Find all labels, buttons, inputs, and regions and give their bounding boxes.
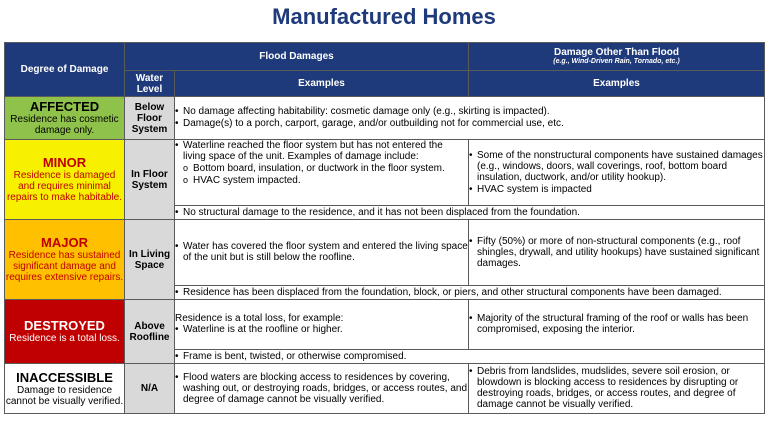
other-examples-destroyed — [469, 300, 765, 350]
list-item: • Flood waters are blocking access to residences by covering, washing out, or destroying roads, bridges, or access routes, and degree of damage cannot be visually verified. — [175, 372, 468, 405]
footer-destroyed — [175, 350, 765, 364]
header-other — [469, 43, 765, 71]
water-level-inaccessible: N/A — [125, 364, 175, 414]
footer-text: • Frame is bent, twisted, or otherwise compromised. — [175, 351, 764, 362]
degree-desc: Damage to residence cannot be visually verified. — [5, 384, 124, 407]
degree-desc: Residence is damaged and requires minimal repairs to make habitable. — [6, 170, 123, 203]
degree-affected — [5, 97, 125, 140]
degree-desc: Residence is a total loss. — [9, 333, 120, 344]
list-item: • Fifty (50%) or more of non-structural components (e.g., roof shingles, drywall, and utility hookups) have sustained significant damages. — [469, 236, 764, 269]
header-other-note: (e.g., Wind-Driven Rain, Tornado, etc.) — [553, 58, 680, 65]
list-item: • Debris from landslides, mudslides, severe soil erosion, or blowdown is blocking access to residences by disrupting or destroying roads, bridges, or access routes, and degree of damage cannot be visually verified. — [469, 366, 764, 410]
list-subitem: o Bottom board, insulation, or ductwork in the floor system. — [175, 163, 468, 174]
footer-text: • No structural damage to the residence, and it has not been displaced from the foundation. — [175, 207, 764, 218]
list-item: • Damage(s) to a porch, carport, garage, and/or outbuilding not for commercial use, etc. — [175, 118, 764, 129]
header-other-title: Damage Other Than Flood — [553, 47, 679, 58]
water-level-destroyed: Above Roofline — [125, 300, 175, 364]
page-title: Manufactured Homes — [272, 4, 496, 29]
list-item: • Some of the nonstructural components have sustained damages (e.g., windows, doors, wall coverings, roof, bottom board insulation, ductwork, and/or utility hookup). — [469, 150, 764, 183]
flood-examples-inaccessible — [175, 364, 469, 414]
footer-major — [175, 286, 765, 300]
other-examples-major — [469, 220, 765, 286]
list-subitem: o HVAC system impacted. — [175, 175, 468, 186]
water-level-affected: Below Floor System — [125, 97, 175, 140]
degree-minor — [5, 140, 125, 220]
list-item: • HVAC system is impacted — [469, 184, 764, 195]
degree-title: DESTROYED — [24, 318, 105, 333]
damage-table — [4, 42, 765, 414]
degree-inaccessible — [5, 364, 125, 414]
flood-examples-destroyed — [175, 300, 469, 350]
list-item: • Majority of the structural framing of the roof or walls has been compromised, exposing the interior. — [469, 313, 764, 335]
degree-title: INACCESSIBLE — [16, 369, 113, 385]
degree-major — [5, 220, 125, 300]
degree-title: MINOR — [42, 155, 87, 170]
water-level-major: In Living Space — [125, 220, 175, 300]
list-item: • Water has covered the floor system and entered the living space of the unit but is still below the roofline. — [175, 241, 468, 263]
degree-title: MAJOR — [41, 235, 88, 250]
intro-text: Residence is a total loss, for example: — [175, 313, 344, 324]
water-level-minor: In Floor System — [125, 140, 175, 220]
other-examples-inaccessible — [469, 364, 765, 414]
header-degree: Degree of Damage — [5, 43, 125, 97]
flood-examples-minor — [175, 140, 469, 206]
header-examples-flood: Examples — [175, 71, 469, 97]
examples-affected — [175, 97, 765, 140]
footer-text: • Residence has been displaced from the foundation, block, or piers, and other structural components have been damaged. — [175, 287, 764, 298]
header-examples-other: Examples — [469, 71, 765, 97]
list-item: • Waterline is at the roofline or higher. — [175, 324, 468, 335]
header-flood: Flood Damages — [125, 43, 469, 71]
other-examples-minor — [469, 140, 765, 206]
degree-desc: Residence has sustained significant damage and requires extensive repairs. — [5, 250, 124, 283]
list-item: • No damage affecting habitability: cosmetic damage only (e.g., skirting is impacted). — [175, 106, 764, 117]
degree-destroyed — [5, 300, 125, 364]
list-item: • Waterline reached the floor system but has not entered the living space of the unit. Examples of damage include: — [175, 140, 468, 162]
flood-examples-major — [175, 220, 469, 286]
degree-desc: Residence has cosmetic damage only. — [10, 114, 119, 136]
degree-title: AFFECTED — [29, 99, 100, 114]
header-water-level: Water Level — [125, 71, 175, 97]
footer-minor — [175, 206, 765, 220]
